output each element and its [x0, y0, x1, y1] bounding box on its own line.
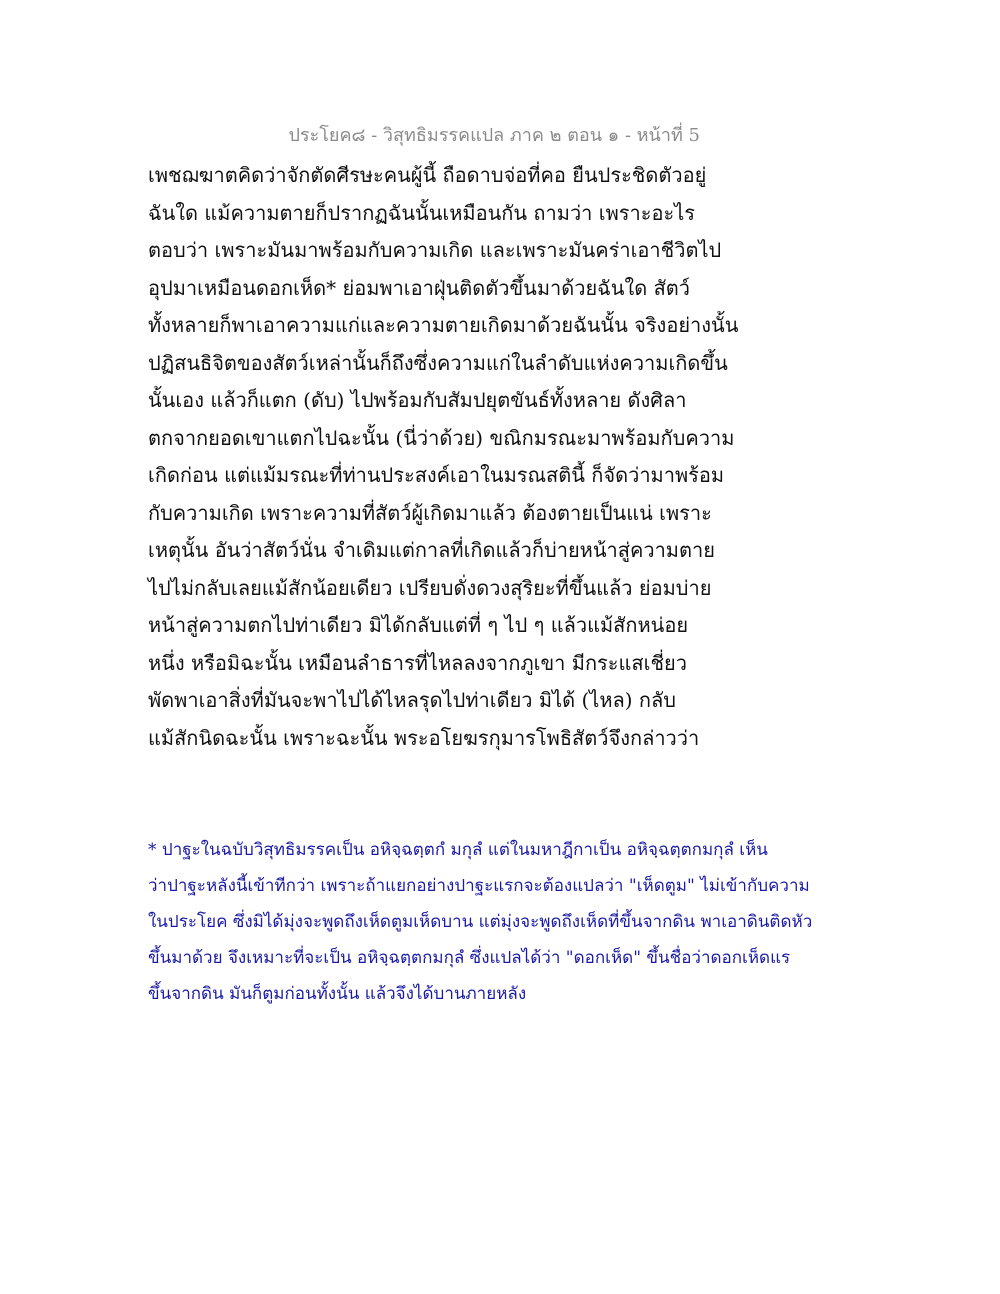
body-line: ตกจากยอดเขาแตกไปฉะนั้น (นี่ว่าด้วย) ขณิกมรณะมาพร้อมกับความ — [148, 425, 735, 450]
body-line: หนึ่ง หรือมิฉะนั้น เหมือนลำธารที่ไหลลงจากภูเขา มีกระแสเชี่ยว — [148, 650, 687, 675]
footnote-line: ขึ้นมาด้วย จึงเหมาะที่จะเป็น อหิจฺฉตฺตกมกุลํ ซึ่งแปลได้ว่า "ดอกเห็ด" ขึ้นชื่อว่าดอกเห็ดแร — [148, 948, 791, 968]
body-line: ไปไม่กลับเลยแม้สักน้อยเดียว เปรียบดั่งดวงสุริยะที่ขึ้นแล้ว ย่อมบ่าย — [148, 575, 712, 600]
body-line: กับความเกิด เพราะความที่สัตว์ผู้เกิดมาแล้ว ต้องตายเป็นแน่ เพราะ — [148, 500, 712, 525]
footnote — [148, 832, 838, 1012]
body-text — [148, 157, 748, 757]
body-line: เพชฌฆาตคิดว่าจักตัดศีรษะคนผู้นี้ ถือดาบจ่อที่คอ ยืนประชิดตัวอยู่ — [148, 163, 707, 187]
footnote-line: ขึ้นจากดิน มันก็ตูมก่อนทั้งนั้น แล้วจึงได้บานภายหลัง — [148, 984, 527, 1004]
body-line: ปฏิสนธิจิตของสัตว์เหล่านั้นก็ถึงซึ่งความแก่ในลำดับแห่งความเกิดขึ้น — [148, 350, 728, 375]
body-line: เหตุนั้น อันว่าสัตว์นั่น จำเดิมแต่กาลที่เกิดแล้วก็บ่ายหน้าสู่ความตาย — [148, 538, 715, 562]
body-line: แม้สักนิดฉะนั้น เพราะฉะนั้น พระอโยฆรกุมารโพธิสัตว์จึงกล่าวว่า — [148, 725, 700, 750]
body-line: ทั้งหลายก็พาเอาความแก่และความตายเกิดมาด้วยฉันนั้น จริงอย่างนั้น — [148, 313, 739, 337]
body-line: นั้นเอง แล้วก็แตก (ดับ) ไปพร้อมกับสัมปยุตขันธ์ทั้งหลาย ดังศิลา — [148, 388, 687, 412]
body-line: หน้าสู่ความตกไปท่าเดียว มิได้กลับแต่ที่ ๆ ไป ๆ แล้วแม้สักหน่อย — [148, 613, 689, 637]
running-header: ประโยค๘ - วิสุทธิมรรคแปล ภาค ๒ ตอน ๑ - หน้าที่ 5 — [288, 125, 700, 146]
footnote-line: ในประโยค ซึ่งมิได้มุ่งจะพูดถึงเห็ดตูมเห็ดบาน แต่มุ่งจะพูดถึงเห็ดที่ขึ้นจากดิน พาเอาดินติดหัว — [148, 912, 813, 932]
body-line: อุปมาเหมือนดอกเห็ด* ย่อมพาเอาฝุ่นติดตัวขึ้นมาด้วยฉันใด สัตว์ — [148, 275, 691, 300]
footnote-line: ว่าปาฐะหลังนี้เข้าทีกว่า เพราะถ้าแยกอย่างปาฐะแรกจะต้องแปลว่า "เห็ดตูม" ไม่เข้ากับความ — [148, 876, 810, 896]
body-line: ฉันใด แม้ความตายก็ปรากฏฉันนั้นเหมือนกัน ถามว่า เพราะอะไร — [148, 200, 696, 225]
body-line: เกิดก่อน แต่แม้มรณะที่ท่านประสงค์เอาในมรณสตินี้ ก็จัดว่ามาพร้อม — [148, 463, 725, 487]
footnote-line: * ปาฐะในฉบับวิสุทธิมรรคเป็น อหิจฺฉตฺตกํ มกุลํ แต่ในมหาฎีกาเป็น อหิจฺฉตฺตกมกุลํ เห็น — [148, 840, 768, 860]
body-line: ตอบว่า เพราะมันมาพร้อมกับความเกิด และเพราะมันคร่าเอาชีวิตไป — [148, 238, 722, 262]
body-line: พัดพาเอาสิ่งที่มันจะพาไปได้ไหลรุดไปท่าเดียว มิได้ (ไหล) กลับ — [148, 688, 676, 712]
